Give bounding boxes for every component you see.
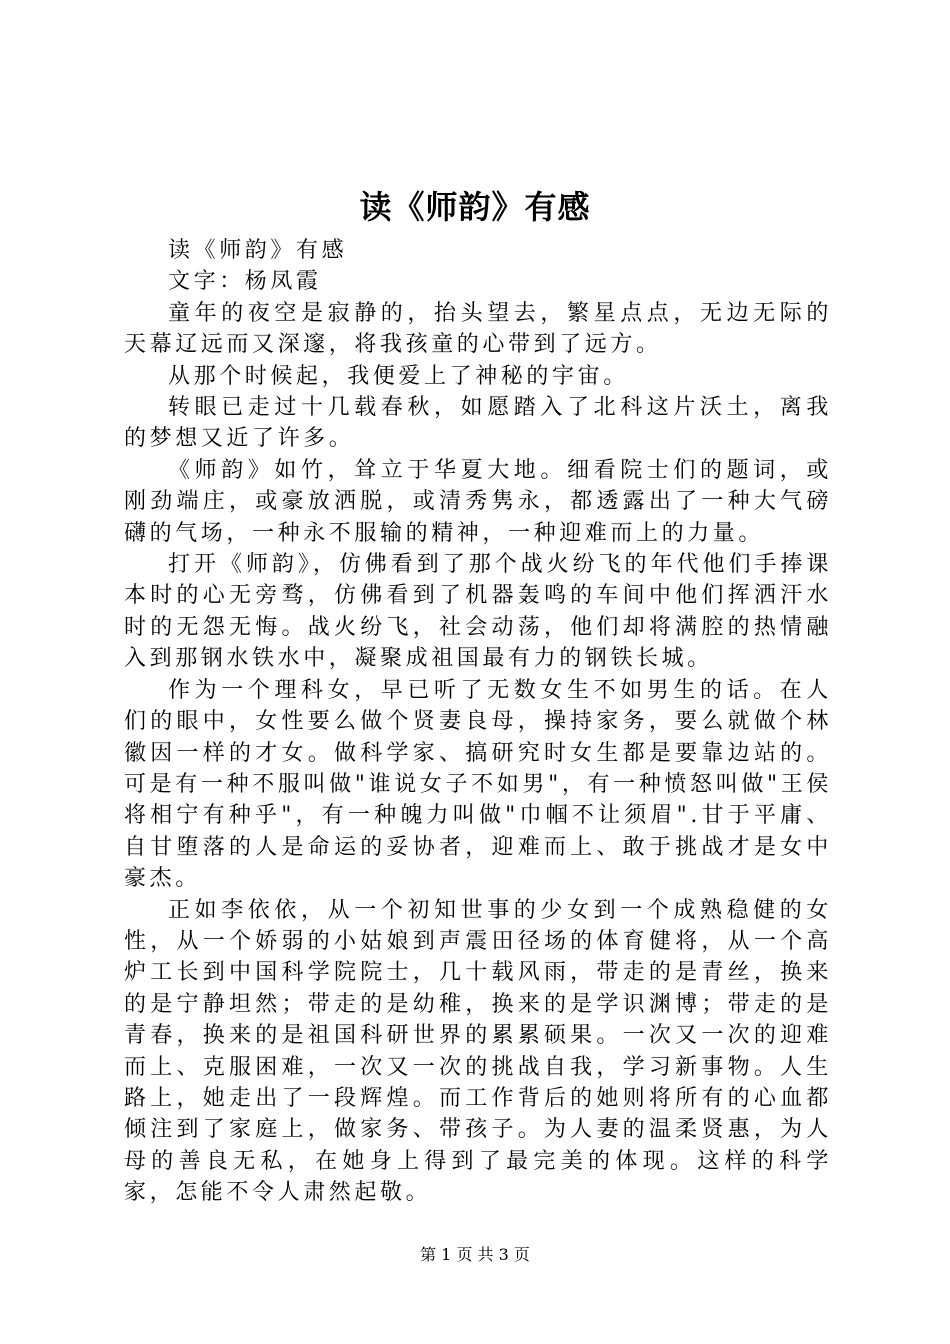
paragraph: 童年的夜空是寂静的，抬头望去，繁星点点，无边无际的天幕辽远而又深邃，将我孩童的心带到了远方。	[124, 300, 832, 358]
document-title: 读《师韵》有感	[359, 188, 591, 226]
document-body	[124, 235, 832, 1209]
paragraph-author: 文字：杨凤霞	[168, 269, 322, 295]
paragraph: 从那个时候起，我便爱上了神秘的宇宙。	[168, 363, 629, 389]
paragraph: 正如李依依，从一个初知世事的少女到一个成熟稳健的女性，从一个娇弱的小姑娘到声震田径场的体育健将，从一个高炉工长到中国科学院院士，几十载风雨，带走的是青丝，换来的是宁静坦然；带走的是幼稚，换来的是学识渊博；带走的是青春，换来的是祖国科研世界的累累硕果。一次又一次的迎难而上、克服困难，一次又一次的挑战自我，学习新事物。人生路上，她走出了一段辉煌。而工作背后的她则将所有的心血都倾注到了家庭上，做家务、带孩子。为人妻的温柔贤惠，为人母的善良无私，在她身上得到了最完美的体现。这样的科学家，怎能不令人肃然起敬。	[124, 897, 832, 1206]
paragraph: 打开《师韵》，仿佛看到了那个战火纷飞的年代他们手捧课本时的心无旁骛，仿佛看到了机器轰鸣的车间中他们挥洒汗水时的无怨无悔。战火纷飞，社会动荡，他们却将满腔的热情融入到那钢水铁水中，凝聚成祖国最有力的钢铁长城。	[124, 552, 832, 672]
paragraph: 《师韵》如竹，耸立于华夏大地。细看院士们的题词，或刚劲端庄，或豪放洒脱，或清秀隽永，都透露出了一种大气磅礴的气场，一种永不服输的精神，一种迎难而上的力量。	[124, 457, 832, 546]
paragraph: 转眼已走过十几载春秋，如愿踏入了北科这片沃土，离我的梦想又近了许多。	[124, 395, 832, 452]
page-footer: 第 1 页 共 3 页	[420, 1245, 530, 1264]
paragraph-subtitle: 读《师韵》有感	[168, 238, 348, 263]
paragraph: 作为一个理科女，早已听了无数女生不如男生的话。在人们的眼中，女性要么做个贤妻良母，操持家务，要么就做个林徽因一样的才女。做科学家、搞研究时女生都是要靠边站的。可是有一种不服叫做"谁说女子不如男"，有一种愤怒叫做"王侯将相宁有种乎"，有一种魄力叫做"巾帼不让须眉".甘于平庸、自甘堕落的人是命运的妥协者，迎难而上、敢于挑战才是女中豪杰。	[124, 677, 832, 892]
